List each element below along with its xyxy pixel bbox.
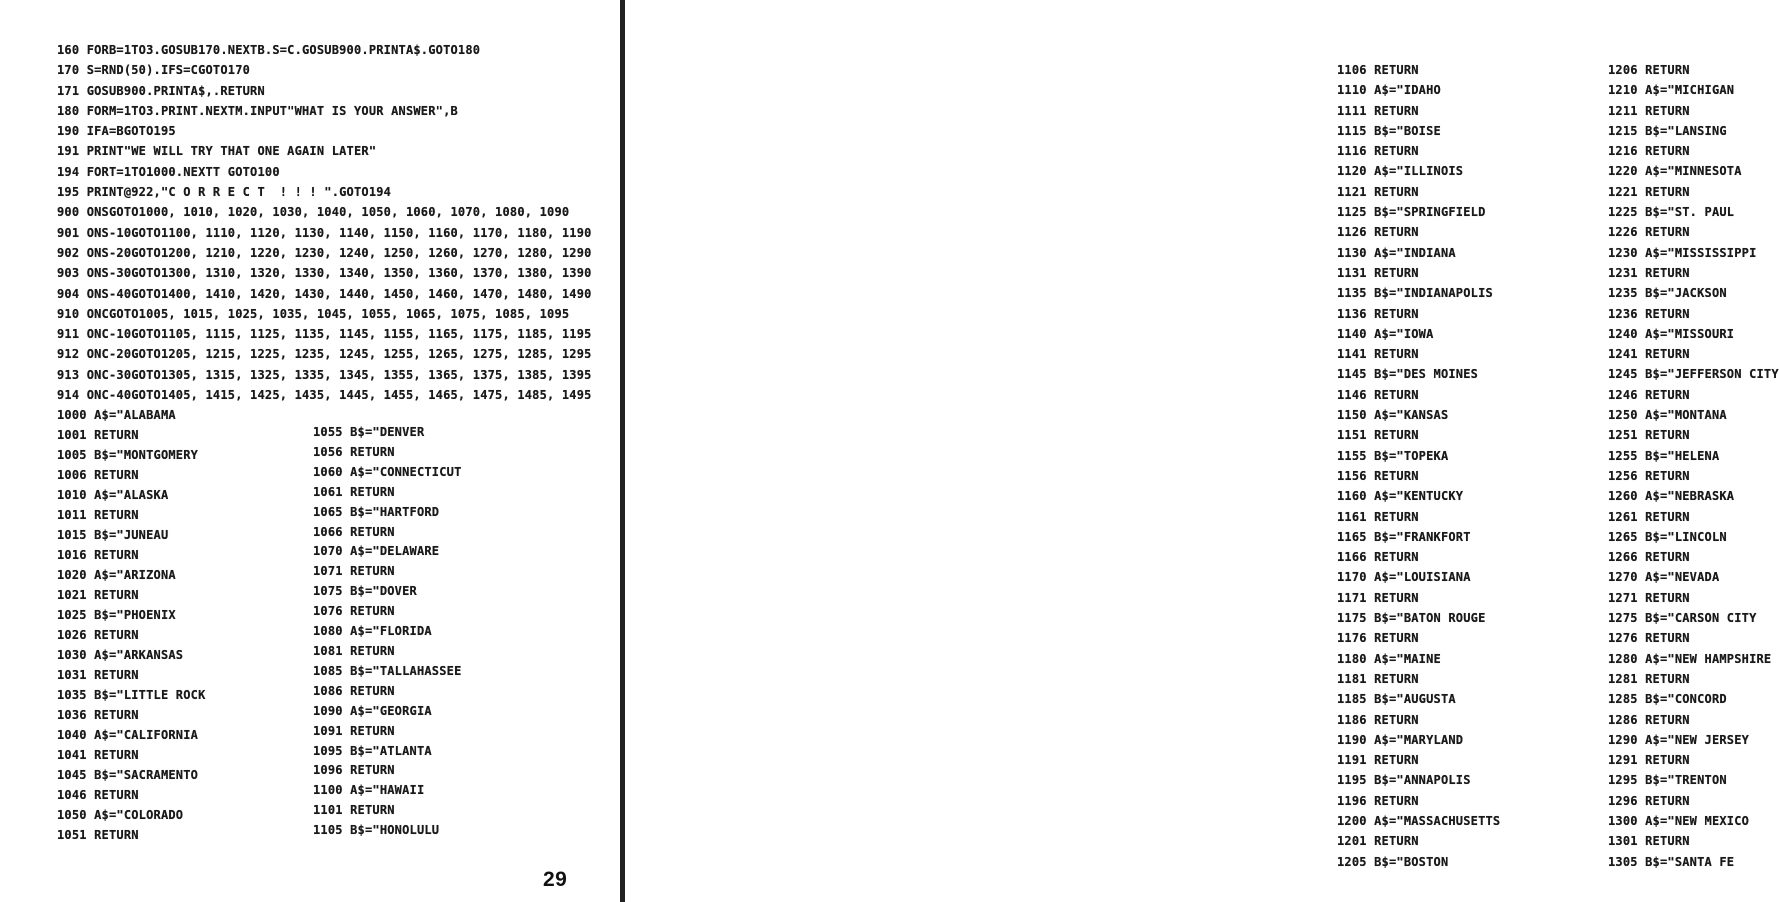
code-line: 1196 RETURN bbox=[1337, 793, 1419, 808]
code-line: 1225 B$="ST. PAUL bbox=[1608, 205, 1735, 220]
code-line: 1041 RETURN bbox=[57, 748, 139, 762]
code-line: 901 ONS-10GOTO1100, 1110, 1120, 1130, 1140, 1150, 1160, 1170, 1180, 1190 bbox=[57, 225, 592, 240]
code-line: 1060 A$="CONNECTICUT bbox=[313, 464, 462, 479]
code-line: 1116 RETURN bbox=[1337, 144, 1419, 159]
code-line: 1061 RETURN bbox=[313, 484, 395, 499]
code-line: 1141 RETURN bbox=[1337, 347, 1419, 362]
code-line: 1280 A$="NEW HAMPSHIRE bbox=[1608, 651, 1772, 666]
code-line: 160 FORB=1TO3.GOSUB170.NEXTB.S=C.GOSUB900.PRINTA$.GOTO180 bbox=[57, 43, 481, 57]
code-line: 194 FORT=1TO1000.NEXTT GOTO100 bbox=[57, 164, 280, 179]
code-line: 1295 B$="TRENTON bbox=[1608, 773, 1727, 788]
code-line: 1270 A$="NEVADA bbox=[1608, 570, 1720, 585]
code-line: 1231 RETURN bbox=[1608, 265, 1690, 280]
code-line: 1155 B$="TOPEKA bbox=[1337, 448, 1449, 463]
code-line: 1226 RETURN bbox=[1608, 225, 1690, 240]
main-code-listing bbox=[57, 40, 592, 405]
code-line: 1081 RETURN bbox=[313, 643, 395, 658]
code-line: 1171 RETURN bbox=[1337, 590, 1419, 605]
code-line: 1181 RETURN bbox=[1337, 671, 1419, 686]
code-line: 1150 A$="KANSAS bbox=[1337, 408, 1449, 423]
code-line: 913 ONC-30GOTO1305, 1315, 1325, 1335, 1345, 1355, 1365, 1375, 1385, 1395 bbox=[57, 367, 592, 382]
code-line: 1291 RETURN bbox=[1608, 753, 1690, 768]
code-line: 1120 A$="ILLINOIS bbox=[1337, 164, 1464, 179]
code-line: 1185 B$="AUGUSTA bbox=[1337, 692, 1456, 707]
code-line: 1130 A$="INDIANA bbox=[1337, 245, 1456, 260]
code-line: 1235 B$="JACKSON bbox=[1608, 286, 1727, 301]
code-line: 1056 RETURN bbox=[313, 444, 395, 459]
code-line: 1201 RETURN bbox=[1337, 834, 1419, 849]
code-line: 1230 A$="MISSISSIPPI bbox=[1608, 245, 1757, 260]
code-line: 1276 RETURN bbox=[1608, 631, 1690, 646]
code-line: 1070 A$="DELAWARE bbox=[313, 544, 440, 559]
page-number: 29 bbox=[543, 868, 568, 891]
code-line: 903 ONS-30GOTO1300, 1310, 1320, 1330, 1340, 1350, 1360, 1370, 1380, 1390 bbox=[57, 266, 592, 281]
code-line: 180 FORM=1TO3.PRINT.NEXTM.INPUT"WHAT IS YOUR ANSWER",B bbox=[57, 103, 458, 118]
code-line: 1125 B$="SPRINGFIELD bbox=[1337, 205, 1486, 220]
code-line: 1065 B$="HARTFORD bbox=[313, 504, 440, 519]
left-page-code-column-2 bbox=[313, 423, 462, 841]
code-line: 1241 RETURN bbox=[1608, 347, 1690, 362]
code-line: 1136 RETURN bbox=[1337, 306, 1419, 321]
code-line: 912 ONC-20GOTO1205, 1215, 1225, 1235, 1245, 1255, 1265, 1275, 1285, 1295 bbox=[57, 347, 592, 362]
code-line: 1160 A$="KENTUCKY bbox=[1337, 489, 1464, 504]
code-line: 1250 A$="MONTANA bbox=[1608, 408, 1727, 423]
code-line: 1000 A$="ALABAMA bbox=[57, 408, 176, 422]
code-line: 1005 B$="MONTGOMERY bbox=[57, 448, 199, 462]
code-line: 1126 RETURN bbox=[1337, 225, 1419, 240]
code-line: 1015 B$="JUNEAU bbox=[57, 528, 169, 542]
code-line: 900 ONSGOTO1000, 1010, 1020, 1030, 1040, 1050, 1060, 1070, 1080, 1090 bbox=[57, 205, 570, 220]
code-line: 1285 B$="CONCORD bbox=[1608, 692, 1727, 707]
code-line: 1051 RETURN bbox=[57, 828, 139, 842]
code-line: 1131 RETURN bbox=[1337, 265, 1419, 280]
code-line: 1256 RETURN bbox=[1608, 468, 1690, 483]
code-line: 1305 B$="SANTA FE bbox=[1608, 854, 1735, 869]
code-line: 1105 B$="HONOLULU bbox=[313, 823, 440, 838]
code-line: 911 ONC-10GOTO1105, 1115, 1125, 1135, 1145, 1155, 1165, 1175, 1185, 1195 bbox=[57, 327, 592, 342]
code-line: 1156 RETURN bbox=[1337, 468, 1419, 483]
code-line: 1036 RETURN bbox=[57, 708, 139, 722]
code-line: 1021 RETURN bbox=[57, 588, 139, 602]
code-line: 1080 A$="FLORIDA bbox=[313, 624, 432, 639]
code-line: 1265 B$="LINCOLN bbox=[1608, 529, 1727, 544]
code-line: 1020 A$="ARIZONA bbox=[57, 568, 176, 582]
code-line: 1275 B$="CARSON CITY bbox=[1608, 611, 1757, 626]
right-page bbox=[625, 0, 1779, 902]
code-line: 190 IFA=BGOTO195 bbox=[57, 124, 176, 139]
code-line: 170 S=RND(50).IFS=CGOTO170 bbox=[57, 63, 251, 78]
code-line: 195 PRINT@922,"C O R R E C T ! ! ! ".GOTO194 bbox=[57, 185, 392, 200]
code-line: 1035 B$="LITTLE ROCK bbox=[57, 688, 206, 702]
code-line: 1096 RETURN bbox=[313, 763, 395, 778]
code-line: 1031 RETURN bbox=[57, 668, 139, 682]
code-line: 171 GOSUB900.PRINTA$,.RETURN bbox=[57, 83, 265, 98]
code-line: 1146 RETURN bbox=[1337, 387, 1419, 402]
code-line: 1200 A$="MASSACHUSETTS bbox=[1337, 813, 1501, 828]
right-page-code-column-1 bbox=[1337, 60, 1500, 872]
code-line: 1050 A$="COLORADO bbox=[57, 808, 184, 822]
code-line: 1260 A$="NEBRASKA bbox=[1608, 489, 1735, 504]
code-line: 1151 RETURN bbox=[1337, 428, 1419, 443]
code-line: 1251 RETURN bbox=[1608, 428, 1690, 443]
code-line: 1045 B$="SACRAMENTO bbox=[57, 768, 199, 782]
code-line: 1106 RETURN bbox=[1337, 63, 1419, 77]
code-line: 1016 RETURN bbox=[57, 548, 139, 562]
code-line: 1110 A$="IDAHO bbox=[1337, 83, 1441, 98]
code-line: 1115 B$="BOISE bbox=[1337, 123, 1441, 138]
code-line: 1166 RETURN bbox=[1337, 550, 1419, 565]
code-line: 1271 RETURN bbox=[1608, 590, 1690, 605]
code-line: 1205 B$="BOSTON bbox=[1337, 854, 1449, 869]
code-line: 1010 A$="ALASKA bbox=[57, 488, 169, 502]
code-line: 1046 RETURN bbox=[57, 788, 139, 802]
code-line: 1135 B$="INDIANAPOLIS bbox=[1337, 286, 1493, 301]
code-line: 1236 RETURN bbox=[1608, 306, 1690, 321]
code-line: 1091 RETURN bbox=[313, 723, 395, 738]
code-line: 1210 A$="MICHIGAN bbox=[1608, 83, 1735, 98]
code-line: 1240 A$="MISSOURI bbox=[1608, 326, 1735, 341]
code-line: 904 ONS-40GOTO1400, 1410, 1420, 1430, 1440, 1450, 1460, 1470, 1480, 1490 bbox=[57, 286, 592, 301]
code-line: 1296 RETURN bbox=[1608, 793, 1690, 808]
left-page bbox=[0, 0, 620, 902]
code-line: 1261 RETURN bbox=[1608, 509, 1690, 524]
code-line: 1121 RETURN bbox=[1337, 184, 1419, 199]
code-line: 1286 RETURN bbox=[1608, 712, 1690, 727]
code-line: 1095 B$="ATLANTA bbox=[313, 743, 432, 758]
code-line: 1176 RETURN bbox=[1337, 631, 1419, 646]
code-line: 1076 RETURN bbox=[313, 604, 395, 619]
code-line: 1281 RETURN bbox=[1608, 671, 1690, 686]
code-line: 1216 RETURN bbox=[1608, 144, 1690, 159]
code-line: 914 ONC-40GOTO1405, 1415, 1425, 1435, 1445, 1455, 1465, 1475, 1485, 1495 bbox=[57, 388, 592, 403]
code-line: 1211 RETURN bbox=[1608, 103, 1690, 118]
code-line: 1161 RETURN bbox=[1337, 509, 1419, 524]
code-line: 1075 B$="DOVER bbox=[313, 584, 417, 599]
code-line: 1101 RETURN bbox=[313, 803, 395, 818]
code-line: 1026 RETURN bbox=[57, 628, 139, 642]
code-line: 1180 A$="MAINE bbox=[1337, 651, 1441, 666]
code-line: 1300 A$="NEW MEXICO bbox=[1608, 813, 1750, 828]
code-line: 902 ONS-20GOTO1200, 1210, 1220, 1230, 1240, 1250, 1260, 1270, 1280, 1290 bbox=[57, 245, 592, 260]
code-line: 1290 A$="NEW JERSEY bbox=[1608, 732, 1750, 747]
code-line: 1145 B$="DES MOINES bbox=[1337, 367, 1479, 382]
code-line: 1170 A$="LOUISIANA bbox=[1337, 570, 1471, 585]
code-line: 1245 B$="JEFFERSON CITY bbox=[1608, 367, 1779, 382]
code-line: 1206 RETURN bbox=[1608, 63, 1690, 77]
code-line: 1165 B$="FRANKFORT bbox=[1337, 529, 1471, 544]
code-line: 1090 A$="GEORGIA bbox=[313, 703, 432, 718]
code-line: 1266 RETURN bbox=[1608, 550, 1690, 565]
code-line: 1100 A$="HAWAII bbox=[313, 783, 425, 798]
code-line: 1301 RETURN bbox=[1608, 834, 1690, 849]
code-line: 1085 B$="TALLAHASSEE bbox=[313, 663, 462, 678]
code-line: 1221 RETURN bbox=[1608, 184, 1690, 199]
code-line: 1066 RETURN bbox=[313, 524, 395, 539]
code-line: 1175 B$="BATON ROUGE bbox=[1337, 611, 1486, 626]
code-line: 1071 RETURN bbox=[313, 564, 395, 579]
code-line: 1040 A$="CALIFORNIA bbox=[57, 728, 199, 742]
code-line: 1255 B$="HELENA bbox=[1608, 448, 1720, 463]
code-line: 1111 RETURN bbox=[1337, 103, 1419, 118]
code-line: 1011 RETURN bbox=[57, 508, 139, 522]
code-line: 1215 B$="LANSING bbox=[1608, 123, 1727, 138]
code-line: 910 ONCGOTO1005, 1015, 1025, 1035, 1045, 1055, 1065, 1075, 1085, 1095 bbox=[57, 306, 570, 321]
code-line: 1025 B$="PHOENIX bbox=[57, 608, 176, 622]
code-line: 1001 RETURN bbox=[57, 428, 139, 442]
code-line: 1195 B$="ANNAPOLIS bbox=[1337, 773, 1471, 788]
code-line: 1055 B$="DENVER bbox=[313, 425, 425, 439]
code-line: 1220 A$="MINNESOTA bbox=[1608, 164, 1742, 179]
code-line: 1186 RETURN bbox=[1337, 712, 1419, 727]
code-line: 1140 A$="IOWA bbox=[1337, 326, 1434, 341]
code-line: 191 PRINT"WE WILL TRY THAT ONE AGAIN LATER" bbox=[57, 144, 377, 159]
code-line: 1030 A$="ARKANSAS bbox=[57, 648, 184, 662]
code-line: 1191 RETURN bbox=[1337, 753, 1419, 768]
code-line: 1246 RETURN bbox=[1608, 387, 1690, 402]
right-page-code-column-2 bbox=[1608, 60, 1779, 872]
left-page-code-column-1 bbox=[57, 405, 206, 845]
code-line: 1006 RETURN bbox=[57, 468, 139, 482]
code-line: 1190 A$="MARYLAND bbox=[1337, 732, 1464, 747]
code-line: 1086 RETURN bbox=[313, 683, 395, 698]
